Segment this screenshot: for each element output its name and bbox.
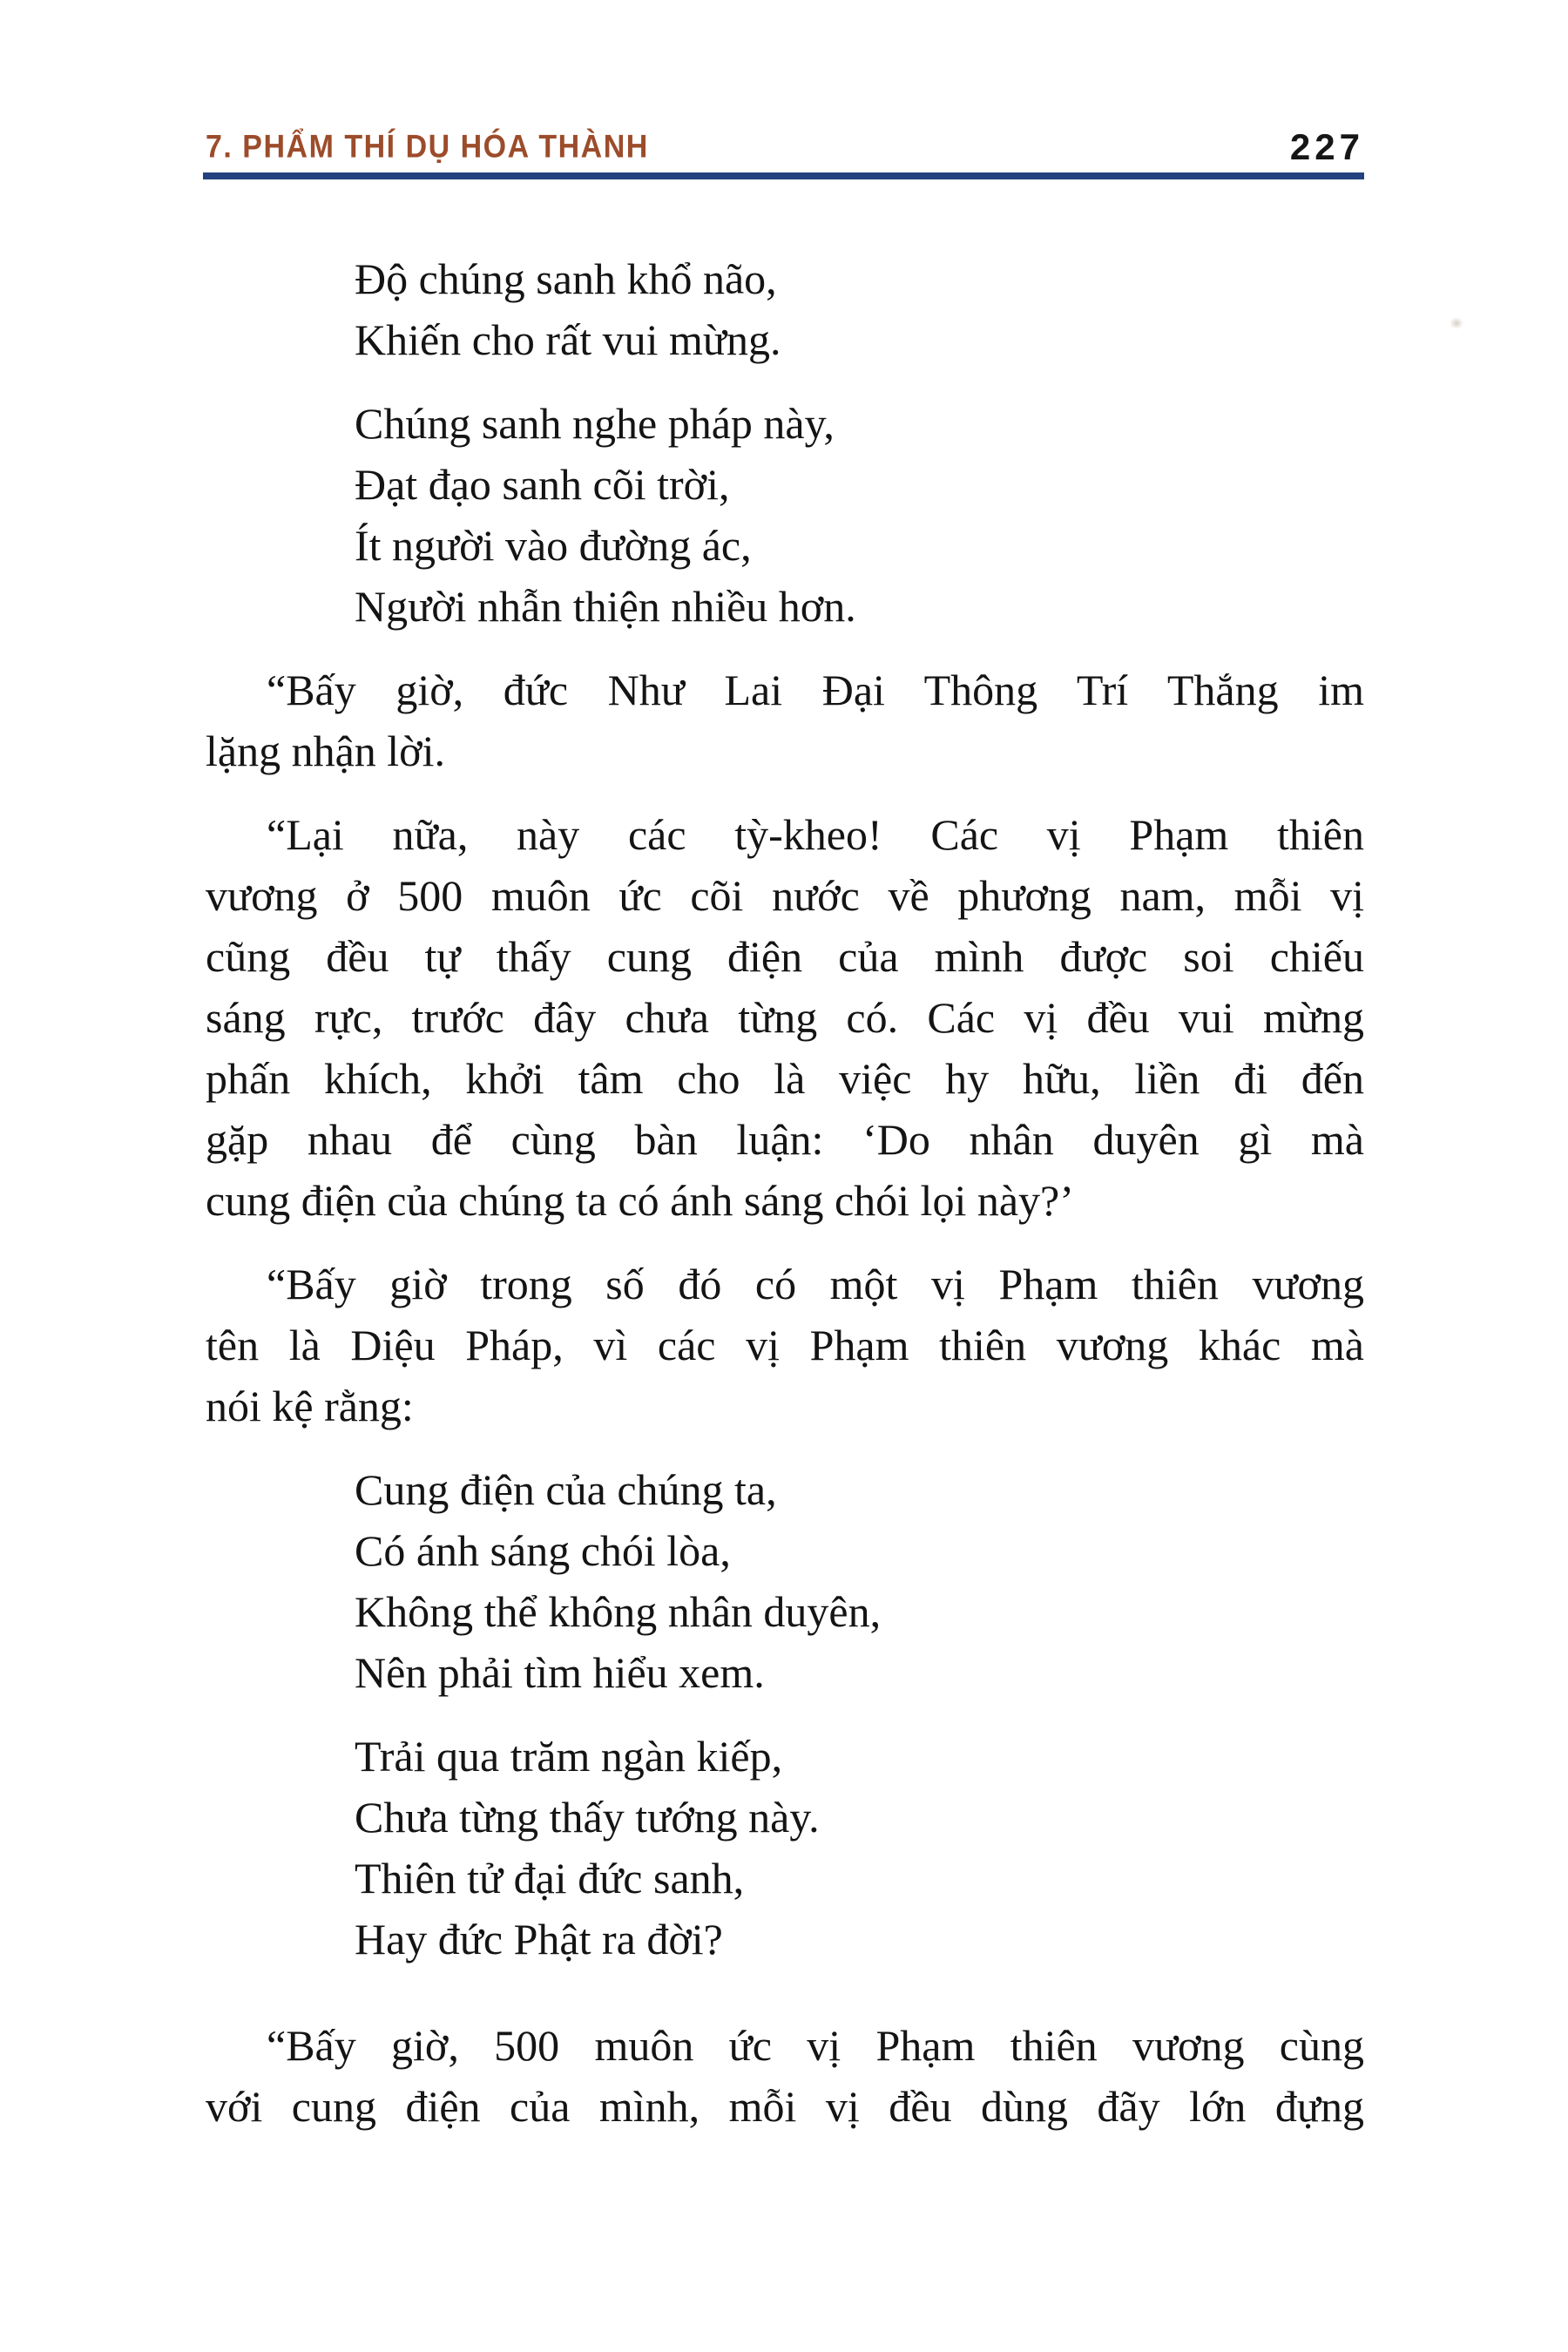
paragraph-line: cung điện của chúng ta có ánh sáng chói lọi này?’: [206, 1176, 1074, 1225]
paragraph-line: lặng nhận lời.: [206, 727, 445, 775]
paragraph-block: [206, 2015, 1364, 2137]
verse-line: Khiến cho rất vui mừng.: [355, 315, 781, 364]
verse-block: [206, 248, 1364, 370]
paragraph-line: tên là Diệu Pháp, vì các vị Phạm thiên vương khác mà: [206, 1321, 1364, 1369]
header-rule: [203, 172, 1364, 179]
verse-line: Chưa từng thấy tướng này.: [355, 1793, 820, 1842]
verse-line: Chúng sanh nghe pháp này,: [355, 399, 835, 448]
chapter-running-title: 7. PHẨM THÍ DỤ HÓA THÀNH: [206, 128, 649, 165]
verse-line: Cung điện của chúng ta,: [355, 1465, 777, 1514]
paragraph-block: [206, 659, 1364, 781]
page-number: 227: [1289, 126, 1364, 167]
verse-line: Không thể không nhân duyên,: [355, 1587, 882, 1636]
verse-line: Độ chúng sanh khổ não,: [355, 254, 777, 303]
paragraph-line: sáng rực, trước đây chưa từng có. Các vị đều vui mừng: [206, 993, 1364, 1042]
page-body-text: [206, 248, 1364, 2137]
paragraph-line: “Bấy giờ, đức Như Lai Đại Thông Trí Thắng im: [267, 666, 1364, 714]
verse-block: [206, 1459, 1364, 1703]
paragraph-line: “Bấy giờ, 500 muôn ức vị Phạm thiên vương cùng: [267, 2021, 1364, 2070]
paragraph-line: phấn khích, khởi tâm cho là việc hy hữu, liền đi đến: [206, 1054, 1364, 1103]
verse-line: Người nhẫn thiện nhiều hơn.: [355, 582, 856, 631]
paragraph-block: [206, 804, 1364, 1231]
verse-block: [206, 1726, 1364, 1970]
paragraph-line: “Lại nữa, này các tỳ-kheo! Các vị Phạm thiên: [267, 810, 1364, 859]
paragraph-line: gặp nhau để cùng bàn luận: ‘Do nhân duyên gì mà: [206, 1115, 1364, 1164]
paragraph-line: cũng đều tự thấy cung điện của mình được soi chiếu: [206, 932, 1364, 981]
verse-line: Nên phải tìm hiểu xem.: [355, 1648, 765, 1697]
scan-artifact: [1450, 317, 1463, 329]
verse-line: Có ánh sáng chói lòa,: [355, 1526, 731, 1575]
verse-block: [206, 393, 1364, 637]
paragraph-line: vương ở 500 muôn ức cõi nước về phương nam, mỗi vị: [206, 871, 1364, 920]
verse-line: Đạt đạo sanh cõi trời,: [355, 460, 730, 509]
verse-line: Hay đức Phật ra đời?: [355, 1915, 723, 1963]
paragraph-line: “Bấy giờ trong số đó có một vị Phạm thiên vương: [267, 1260, 1364, 1308]
paragraph-line: nói kệ rằng:: [206, 1382, 414, 1430]
verse-line: Trải qua trăm ngàn kiếp,: [355, 1732, 783, 1781]
paragraph-line: với cung điện của mình, mỗi vị đều dùng đãy lớn đựng: [206, 2082, 1364, 2131]
verse-line: Ít người vào đường ác,: [355, 521, 752, 570]
paragraph-block: [206, 1254, 1364, 1436]
page-header: [206, 126, 1364, 167]
verse-line: Thiên tử đại đức sanh,: [355, 1854, 745, 1903]
